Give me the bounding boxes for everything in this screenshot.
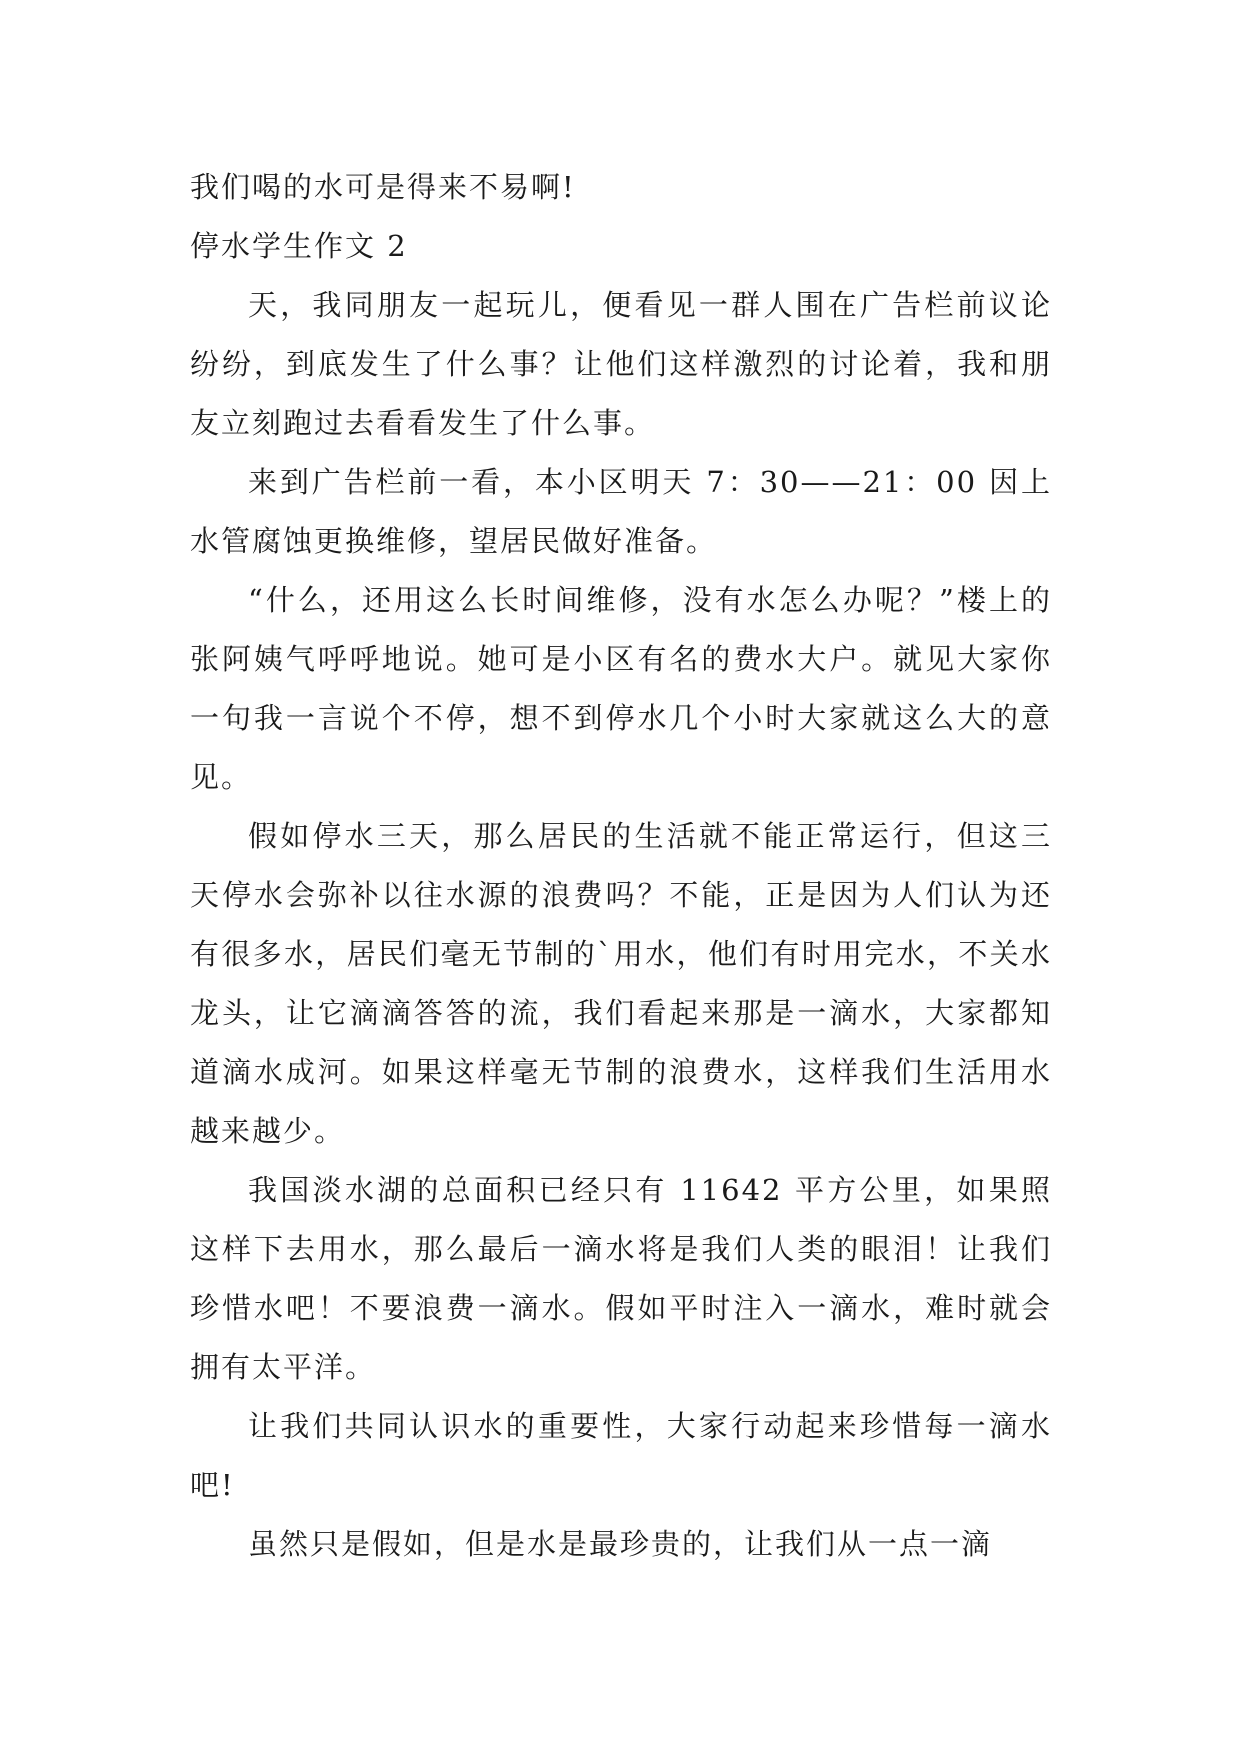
paragraph-4: 假如停水三天，那么居民的生活就不能正常运行，但这三天停水会弥补以往水源的浪费吗？不能，正是因为人们认为还有很多水，居民们毫无节制的`用水，他们有时用完水，不关水龙头，让它滴滴答答的流，我们看起来那是一滴水，大家都知道滴水成河。如果这样毫无节制的浪费水，这样我们生活用水越来越少。 bbox=[190, 819, 1052, 1148]
paragraph-2: 来到广告栏前一看，本小区明天 7：30——21：00 因上水管腐蚀更换维修，望居民做好准备。 bbox=[190, 465, 1052, 558]
paragraph-3: “什么，还用这么长时间维修，没有水怎么办呢？”楼上的张阿姨气呼呼地说。她可是小区有名的费水大户。就见大家你一句我一言说个不停，想不到停水几个小时大家就这么大的意见。 bbox=[190, 583, 1052, 794]
paragraph-6: 让我们共同认识水的重要性，大家行动起来珍惜每一滴水吧! bbox=[190, 1409, 1052, 1502]
paragraph-7: 虽然只是假如，但是水是最珍贵的，让我们从一点一滴 bbox=[248, 1527, 993, 1561]
essay-heading: 停水学生作文 2 bbox=[190, 229, 408, 263]
paragraph-5: 我国淡水湖的总面积已经只有 11642 平方公里，如果照这样下去用水，那么最后一滴水将是我们人类的眼泪！让我们珍惜水吧！不要浪费一滴水。假如平时注入一滴水，难时就会拥有太平洋。 bbox=[190, 1173, 1052, 1384]
paragraph-1: 天，我同朋友一起玩儿，便看见一群人围在广告栏前议论纷纷，到底发生了什么事？让他们这样激烈的讨论着，我和朋友立刻跑过去看看发生了什么事。 bbox=[190, 288, 1052, 440]
article-body bbox=[190, 158, 1052, 1574]
lead-line: 我们喝的水可是得来不易啊! bbox=[190, 170, 576, 204]
